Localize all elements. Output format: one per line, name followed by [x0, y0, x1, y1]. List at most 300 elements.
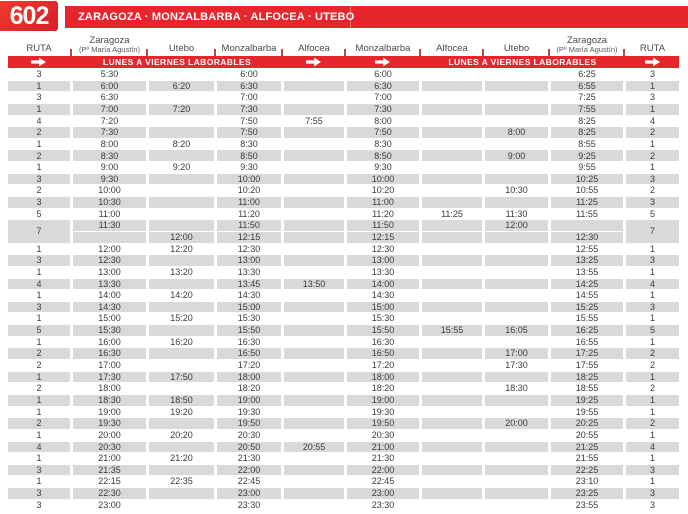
time-cell: 23:00 — [73, 500, 146, 511]
time-cell: 11:20 — [347, 209, 419, 220]
time-cell: 15:50 — [217, 325, 281, 336]
time-cell — [422, 290, 482, 301]
ruta-cell: 1 — [8, 81, 70, 92]
service-days-left: LUNES A VIERNES LABORABLES — [102, 57, 252, 67]
time-cell — [422, 313, 482, 324]
time-cell — [485, 174, 548, 185]
time-cell: 20:00 — [73, 430, 146, 441]
ruta-cell: 5 — [8, 325, 70, 336]
time-cell: 11:55 — [551, 209, 623, 220]
titlebar-divider — [350, 6, 351, 28]
time-cell: 14:30 — [347, 290, 419, 301]
time-cell — [485, 92, 548, 103]
time-cell — [284, 395, 344, 406]
column-divider-tick — [623, 49, 625, 56]
time-cell — [422, 197, 482, 208]
time-cell: 6:00 — [347, 69, 419, 80]
time-cell: 11:50 — [347, 220, 419, 231]
time-cell — [422, 360, 482, 371]
time-cell — [422, 127, 482, 138]
time-cell — [485, 255, 548, 266]
timetable-row — [8, 430, 679, 441]
column-sublabel: (Pº María Agustín) — [78, 45, 141, 55]
time-cell: 16:50 — [217, 348, 281, 359]
time-cell: 8:25 — [551, 127, 623, 138]
time-cell: 23:00 — [217, 488, 281, 499]
service-days-band — [8, 56, 679, 68]
time-cell — [284, 150, 344, 161]
timetable-row — [8, 255, 679, 266]
ruta-cell: 3 — [626, 69, 679, 80]
time-cell: 9:30 — [217, 162, 281, 173]
time-cell: 9:00 — [73, 162, 146, 173]
time-cell — [73, 232, 146, 243]
time-cell — [284, 139, 344, 150]
time-cell: 17:00 — [485, 348, 548, 359]
ruta-cell: 2 — [626, 185, 679, 196]
timetable-row — [8, 232, 679, 243]
time-cell — [284, 104, 344, 115]
ruta-cell: 1 — [8, 372, 70, 383]
time-cell: 13:00 — [217, 255, 281, 266]
time-cell: 8:30 — [73, 150, 146, 161]
time-cell: 15:55 — [551, 313, 623, 324]
time-cell — [149, 383, 214, 394]
time-cell: 11:25 — [422, 209, 482, 220]
time-cell: 6:30 — [217, 81, 281, 92]
time-cell — [284, 430, 344, 441]
time-cell: 14:25 — [551, 279, 623, 290]
ruta-cell: 1 — [626, 162, 679, 173]
time-cell — [149, 488, 214, 499]
time-cell — [422, 465, 482, 476]
time-cell: 7:30 — [217, 104, 281, 115]
ruta-cell: 1 — [8, 244, 70, 255]
time-cell: 18:30 — [485, 383, 548, 394]
time-cell: 20:30 — [217, 430, 281, 441]
time-cell — [422, 430, 482, 441]
time-cell: 23:55 — [551, 500, 623, 511]
ruta-cell: 3 — [8, 92, 70, 103]
timetable-row — [8, 244, 679, 255]
ruta-cell: 2 — [626, 383, 679, 394]
time-cell — [422, 267, 482, 278]
time-cell — [485, 395, 548, 406]
time-cell — [284, 92, 344, 103]
column-header-alfocea-ret — [422, 30, 482, 56]
time-cell — [149, 442, 214, 453]
time-cell: 8:20 — [149, 139, 214, 150]
time-cell — [149, 185, 214, 196]
time-cell: 6:30 — [347, 81, 419, 92]
time-cell: 11:30 — [485, 209, 548, 220]
ruta-cell: 3 — [8, 500, 70, 511]
ruta-cell: 1 — [8, 407, 70, 418]
column-label: Monzalbarba — [355, 43, 411, 55]
column-label: Utebo — [168, 43, 195, 55]
time-cell — [284, 244, 344, 255]
time-cell — [284, 232, 344, 243]
timetable-row — [8, 197, 679, 208]
time-cell: 7:00 — [73, 104, 146, 115]
ruta-cell: 1 — [626, 104, 679, 115]
time-cell — [422, 174, 482, 185]
ruta-cell: 1 — [8, 313, 70, 324]
time-cell: 14:55 — [551, 290, 623, 301]
ruta-cell: 1 — [8, 162, 70, 173]
time-cell: 11:20 — [217, 209, 281, 220]
time-cell: 6:00 — [217, 69, 281, 80]
ruta-cell: 1 — [626, 372, 679, 383]
time-cell: 18:00 — [73, 383, 146, 394]
time-cell — [284, 197, 344, 208]
time-cell — [149, 69, 214, 80]
time-cell — [284, 348, 344, 359]
time-cell — [284, 453, 344, 464]
column-divider-tick — [482, 49, 484, 56]
timetable-row — [8, 127, 679, 138]
time-cell — [422, 383, 482, 394]
time-cell — [422, 302, 482, 313]
column-header-utebo-out — [149, 30, 214, 56]
time-cell: 23:00 — [347, 488, 419, 499]
time-cell: 9:55 — [551, 162, 623, 173]
time-cell: 8:30 — [347, 139, 419, 150]
time-cell — [149, 500, 214, 511]
time-cell: 23:30 — [217, 500, 281, 511]
ruta-cell: 3 — [626, 197, 679, 208]
ruta-cell: 1 — [8, 453, 70, 464]
time-cell — [284, 302, 344, 313]
time-cell — [422, 476, 482, 487]
time-cell: 15:00 — [217, 302, 281, 313]
time-cell: 16:30 — [73, 348, 146, 359]
time-cell — [485, 465, 548, 476]
time-cell: 8:00 — [73, 139, 146, 150]
time-cell: 23:25 — [551, 488, 623, 499]
timetable-row — [8, 162, 679, 173]
time-cell: 17:50 — [149, 372, 214, 383]
column-divider-tick — [146, 49, 148, 56]
time-cell — [284, 360, 344, 371]
time-cell: 8:50 — [217, 150, 281, 161]
ruta-cell: 2 — [626, 348, 679, 359]
time-cell — [149, 255, 214, 266]
ruta-cell: 5 — [626, 209, 679, 220]
time-cell: 21:00 — [73, 453, 146, 464]
time-cell: 17:00 — [73, 360, 146, 371]
ruta-cell: 3 — [626, 92, 679, 103]
time-cell: 7:30 — [73, 127, 146, 138]
time-cell: 17:25 — [551, 348, 623, 359]
time-cell: 20:30 — [347, 430, 419, 441]
time-cell: 22:25 — [551, 465, 623, 476]
time-cell: 10:00 — [217, 174, 281, 185]
time-cell — [485, 197, 548, 208]
time-cell: 19:25 — [551, 395, 623, 406]
time-cell: 17:55 — [551, 360, 623, 371]
ruta-cell: 2 — [626, 150, 679, 161]
time-cell: 13:25 — [551, 255, 623, 266]
time-cell: 13:45 — [217, 279, 281, 290]
time-cell: 10:00 — [73, 185, 146, 196]
ruta-cell: 3 — [8, 465, 70, 476]
time-cell: 12:15 — [347, 232, 419, 243]
column-header-monzalbarba-out — [217, 30, 281, 56]
route-title-bar — [65, 6, 688, 28]
time-cell: 6:20 — [149, 81, 214, 92]
time-cell — [284, 407, 344, 418]
ruta-cell: 1 — [8, 290, 70, 301]
ruta-cell: 2 — [8, 360, 70, 371]
ruta-cell: 3 — [626, 255, 679, 266]
time-cell — [284, 372, 344, 383]
time-cell — [422, 92, 482, 103]
ruta-cell: 7 — [8, 220, 70, 242]
time-cell: 21:55 — [551, 453, 623, 464]
time-cell: 11:00 — [217, 197, 281, 208]
time-cell: 17:30 — [73, 372, 146, 383]
column-divider-tick — [344, 49, 346, 56]
ruta-cell: 2 — [626, 127, 679, 138]
time-cell: 12:00 — [485, 220, 548, 231]
time-cell — [284, 69, 344, 80]
time-cell: 15:00 — [73, 313, 146, 324]
time-cell: 18:00 — [217, 372, 281, 383]
time-cell: 11:25 — [551, 197, 623, 208]
time-cell — [422, 139, 482, 150]
ruta-cell: 1 — [626, 430, 679, 441]
time-cell: 13:20 — [149, 267, 214, 278]
right-arrow-icon — [375, 57, 391, 67]
timetable-row — [8, 104, 679, 115]
time-cell — [422, 488, 482, 499]
return-direction-2 — [626, 56, 679, 68]
time-cell: 22:00 — [217, 465, 281, 476]
ruta-cell: 2 — [8, 127, 70, 138]
time-cell: 9:30 — [73, 174, 146, 185]
time-cell: 7:20 — [149, 104, 214, 115]
time-cell: 15:20 — [149, 313, 214, 324]
time-cell: 14:30 — [73, 302, 146, 313]
time-cell — [149, 197, 214, 208]
time-cell: 10:55 — [551, 185, 623, 196]
time-cell: 7:30 — [347, 104, 419, 115]
time-cell — [149, 302, 214, 313]
time-cell — [485, 407, 548, 418]
time-cell: 19:50 — [347, 418, 419, 429]
time-cell — [149, 360, 214, 371]
time-cell: 22:00 — [347, 465, 419, 476]
time-cell: 12:15 — [217, 232, 281, 243]
time-cell: 21:25 — [551, 442, 623, 453]
time-cell: 21:00 — [347, 442, 419, 453]
time-cell — [284, 337, 344, 348]
ruta-cell: 5 — [626, 325, 679, 336]
timetable-row — [8, 220, 679, 231]
time-cell: 8:25 — [551, 116, 623, 127]
ruta-cell: 1 — [626, 139, 679, 150]
column-header-ruta-out — [8, 30, 70, 56]
timetable-row — [8, 348, 679, 359]
time-cell — [149, 325, 214, 336]
ruta-cell: 3 — [626, 500, 679, 511]
time-cell: 9:00 — [485, 150, 548, 161]
ruta-cell: 1 — [8, 476, 70, 487]
time-cell: 14:00 — [347, 279, 419, 290]
time-cell: 11:50 — [217, 220, 281, 231]
timetable-row — [8, 453, 679, 464]
time-cell — [485, 104, 548, 115]
ruta-cell: 1 — [626, 267, 679, 278]
ruta-cell: 2 — [8, 150, 70, 161]
time-cell — [485, 81, 548, 92]
time-cell — [284, 209, 344, 220]
timetable-row — [8, 92, 679, 103]
time-cell: 14:20 — [149, 290, 214, 301]
time-cell: 16:30 — [217, 337, 281, 348]
time-cell — [284, 220, 344, 231]
column-headers — [8, 30, 679, 56]
time-cell — [485, 139, 548, 150]
time-cell: 22:30 — [73, 488, 146, 499]
column-label: RUTA — [26, 43, 52, 55]
column-divider-tick — [214, 49, 216, 56]
column-label: Alfocea — [436, 43, 468, 55]
time-cell: 19:50 — [217, 418, 281, 429]
timetable-row — [8, 150, 679, 161]
time-cell — [284, 290, 344, 301]
time-cell — [422, 348, 482, 359]
time-cell: 15:30 — [347, 313, 419, 324]
time-cell: 14:30 — [217, 290, 281, 301]
time-cell: 22:35 — [149, 476, 214, 487]
ruta-cell: 1 — [626, 407, 679, 418]
time-cell: 16:55 — [551, 337, 623, 348]
timetable-row — [8, 116, 679, 127]
time-cell — [551, 220, 623, 231]
timetable-row — [8, 325, 679, 336]
column-label: Utebo — [503, 43, 530, 55]
time-cell — [485, 500, 548, 511]
ruta-cell: 3 — [8, 69, 70, 80]
time-cell — [149, 465, 214, 476]
time-cell: 13:00 — [73, 267, 146, 278]
time-cell: 22:45 — [347, 476, 419, 487]
time-cell — [284, 418, 344, 429]
time-cell — [485, 488, 548, 499]
time-cell: 19:00 — [347, 395, 419, 406]
time-cell: 11:00 — [73, 209, 146, 220]
ruta-cell: 3 — [8, 302, 70, 313]
column-divider-tick — [281, 49, 283, 56]
time-cell — [149, 150, 214, 161]
time-cell — [149, 174, 214, 185]
timetable-row — [8, 81, 679, 92]
time-cell — [485, 232, 548, 243]
time-cell — [149, 92, 214, 103]
time-cell: 15:50 — [347, 325, 419, 336]
timetable-row — [8, 383, 679, 394]
time-cell: 6:25 — [551, 69, 623, 80]
time-cell: 18:55 — [551, 383, 623, 394]
time-cell: 19:00 — [73, 407, 146, 418]
time-cell: 7:55 — [551, 104, 623, 115]
time-cell: 18:20 — [217, 383, 281, 394]
time-cell — [422, 500, 482, 511]
time-cell: 20:30 — [73, 442, 146, 453]
time-cell: 16:20 — [149, 337, 214, 348]
time-cell — [284, 185, 344, 196]
time-cell: 23:30 — [347, 500, 419, 511]
time-cell: 6:00 — [73, 81, 146, 92]
time-cell: 13:30 — [347, 267, 419, 278]
time-cell: 7:25 — [551, 92, 623, 103]
time-cell: 19:00 — [217, 395, 281, 406]
time-cell: 17:20 — [217, 360, 281, 371]
time-cell: 7:50 — [347, 127, 419, 138]
time-cell — [284, 255, 344, 266]
time-cell — [485, 476, 548, 487]
time-cell — [422, 395, 482, 406]
timetable-row — [8, 407, 679, 418]
time-cell — [422, 453, 482, 464]
timetable-row — [8, 442, 679, 453]
ruta-cell: 7 — [626, 220, 679, 242]
time-cell — [149, 348, 214, 359]
timetable-row — [8, 313, 679, 324]
time-cell: 6:30 — [73, 92, 146, 103]
time-cell: 16:50 — [347, 348, 419, 359]
time-cell: 19:30 — [73, 418, 146, 429]
column-divider-tick — [419, 49, 421, 56]
ruta-cell: 1 — [626, 81, 679, 92]
time-cell: 13:50 — [284, 279, 344, 290]
time-cell: 21:30 — [217, 453, 281, 464]
column-label: Zaragoza — [89, 35, 130, 47]
ruta-cell: 1 — [626, 337, 679, 348]
time-cell: 20:25 — [551, 418, 623, 429]
time-cell: 10:30 — [485, 185, 548, 196]
column-sublabel: (Pº María Agustín) — [556, 45, 618, 55]
ruta-cell: 4 — [8, 116, 70, 127]
time-cell: 16:00 — [73, 337, 146, 348]
time-cell: 20:50 — [217, 442, 281, 453]
column-header-utebo-ret — [485, 30, 548, 56]
time-cell: 18:50 — [149, 395, 214, 406]
timetable — [5, 68, 682, 511]
time-cell — [284, 127, 344, 138]
time-cell: 21:30 — [347, 453, 419, 464]
time-cell — [422, 116, 482, 127]
timetable-row — [8, 488, 679, 499]
ruta-cell: 1 — [626, 453, 679, 464]
time-cell: 19:20 — [149, 407, 214, 418]
column-label: Monzalbarba — [221, 43, 277, 55]
ruta-cell: 4 — [626, 442, 679, 453]
time-cell: 7:50 — [217, 127, 281, 138]
ruta-cell: 2 — [8, 185, 70, 196]
time-cell: 8:55 — [551, 139, 623, 150]
column-label: Alfocea — [298, 43, 330, 55]
time-cell — [149, 279, 214, 290]
time-cell: 6:55 — [551, 81, 623, 92]
time-cell — [422, 220, 482, 231]
timetable-row — [8, 418, 679, 429]
timetable-row — [8, 174, 679, 185]
ruta-cell: 1 — [8, 139, 70, 150]
column-divider-tick — [70, 49, 72, 56]
